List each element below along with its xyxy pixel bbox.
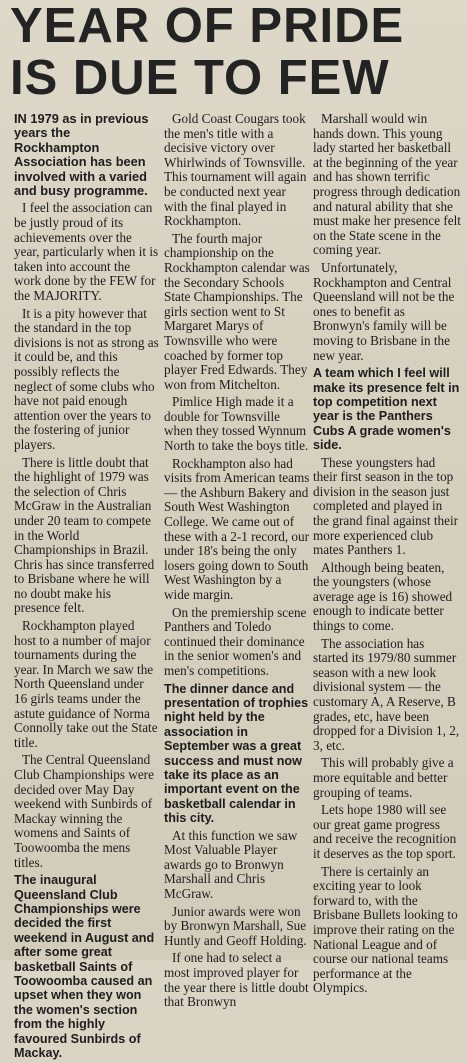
article-paragraph: Lets hope 1980 will see our great game progress and receive the recognition it deserves as the top sport. bbox=[313, 802, 457, 861]
article-column-1 bbox=[14, 112, 159, 1063]
article-paragraph: Rockhampton played host to a number of major tournaments during the year. In March we saw the North Queensland under 16 girls teams under the astute guidance of Norma Connolly take out the State title. bbox=[14, 618, 158, 750]
article-paragraph: Unfortunately, Rockhampton and Central Queensland will not be the ones to benefit as Bronwyn's family will be moving to Brisbane in the new year. bbox=[313, 259, 455, 363]
article-column-2 bbox=[164, 112, 310, 1013]
article-paragraph: At this function we saw Most Valuable Player awards go to Bronwyn Marshall and Chris McGraw. bbox=[164, 827, 298, 901]
article-paragraph: IN 1979 as in previous years the Rockhampton Association has been involved with a varied and busy programme. bbox=[14, 111, 149, 199]
article-paragraph: I feel the association can be justly proud of its achievements over the year, particularly when it is taken into account the work done by the FEW for the MAJORITY. bbox=[14, 200, 159, 303]
article-paragraph: Junior awards were won by Bronwyn Marshall, Sue Huntly and Geoff Holding. bbox=[164, 903, 307, 948]
article-paragraph: Pimlice High made it a double for Townsville when they tossed Wynnum North to take the boys title. bbox=[164, 394, 309, 454]
article-paragraph: The Central Queensland Club Championships were decided over May Day weekend with Sunbirds of Mackay winning the womens and Saints of Toowoomba the mens titles. bbox=[14, 752, 154, 870]
article-paragraph: The fourth major championship on the Rockhampton calendar was the Secondary Schools State Championships. The girls section went to St Margaret Marys of Townsville who were coached by former top player Fred Edwards. They won from Mitchelton. bbox=[164, 230, 310, 392]
article-paragraph: Rockhampton also had visits from American teams — the Ashburn Bakery and South West Washington College. We came out of these with a 2-1 record, our under 18's being the only losers going down to South West Washington by a wide margin. bbox=[164, 455, 310, 602]
article-paragraph: This will probably give a more equitable and better grouping of teams. bbox=[313, 755, 454, 800]
article-paragraph: There is little doubt that the highlight of 1979 was the selection of Chris McGraw in the Australian under 20 team to compete in the World Championships in Brazil. Chris has since transferred to Brisbane where he will no doubt make his presence felt. bbox=[14, 454, 155, 616]
article-paragraph: These youngsters had their first season in the top division in the season just completed and played in the grand final against their more experienced club mates Panthers 1. bbox=[313, 454, 459, 558]
article-paragraph: The dinner dance and presentation of trophies night held by the association in September was a great success and must now take its place as an important event on the basketball calendar in this city. bbox=[164, 681, 309, 826]
headline-line-2: IS DUE TO FEW bbox=[10, 51, 390, 105]
article-paragraph: A team which I feel will make its presence felt in top competition next year is the Panthers Cubs A grade women's side. bbox=[313, 366, 460, 453]
headline-line-1: YEAR OF PRIDE bbox=[10, 0, 405, 53]
article-paragraph: If one had to select a most improved player for the year there is little doubt that Bronwyn bbox=[164, 950, 309, 1010]
article-paragraph: There is certainly an exciting year to look forward to, with the Brisbane Bullets looking to improve their rating on the National League and of course our national teams performance at the Olympics. bbox=[313, 863, 458, 996]
article-paragraph: Although being beaten, the youngsters (whose average age is 16) showed enough to indicate better things to come. bbox=[313, 559, 453, 634]
article-paragraph: Marshall would win hands down. This young lady started her basketball at the beginning of the year and has shown terrific progress through dedication and natural ability that she must make her presence felt on the State scene in the coming year. bbox=[313, 111, 461, 258]
headline bbox=[10, 0, 462, 104]
article-paragraph: It is a pity however that the standard in the top divisions is not as strong as it could be, and this possibly reflects the neglect of some clubs who have not paid enough attention over the years to the fostering of junior players. bbox=[14, 305, 159, 452]
article-paragraph: The inaugural Queensland Club Championships were decided the first weekend in August and after some great basketball Saints of Toowoomba caused an upset when they won the women's section from the highly favoured Sunbirds of Mackay. bbox=[14, 873, 155, 1061]
article-column-3 bbox=[313, 112, 461, 999]
article-paragraph: The association has started its 1979/80 summer season with a new look divisional system — the customary A, A Reserve, B grades, etc, have been dropped for a Division 1, 2, 3, etc. bbox=[313, 635, 460, 753]
article-paragraph: Gold Coast Cougars took the men's title with a decisive victory over Whirlwinds of Townsville. This tournament will again be conducted next year with the final played in Rockhampton. bbox=[164, 111, 307, 229]
article-paragraph: On the premiership scene Panthers and Toledo continued their dominance in the senior women's and men's competitions. bbox=[164, 604, 307, 678]
